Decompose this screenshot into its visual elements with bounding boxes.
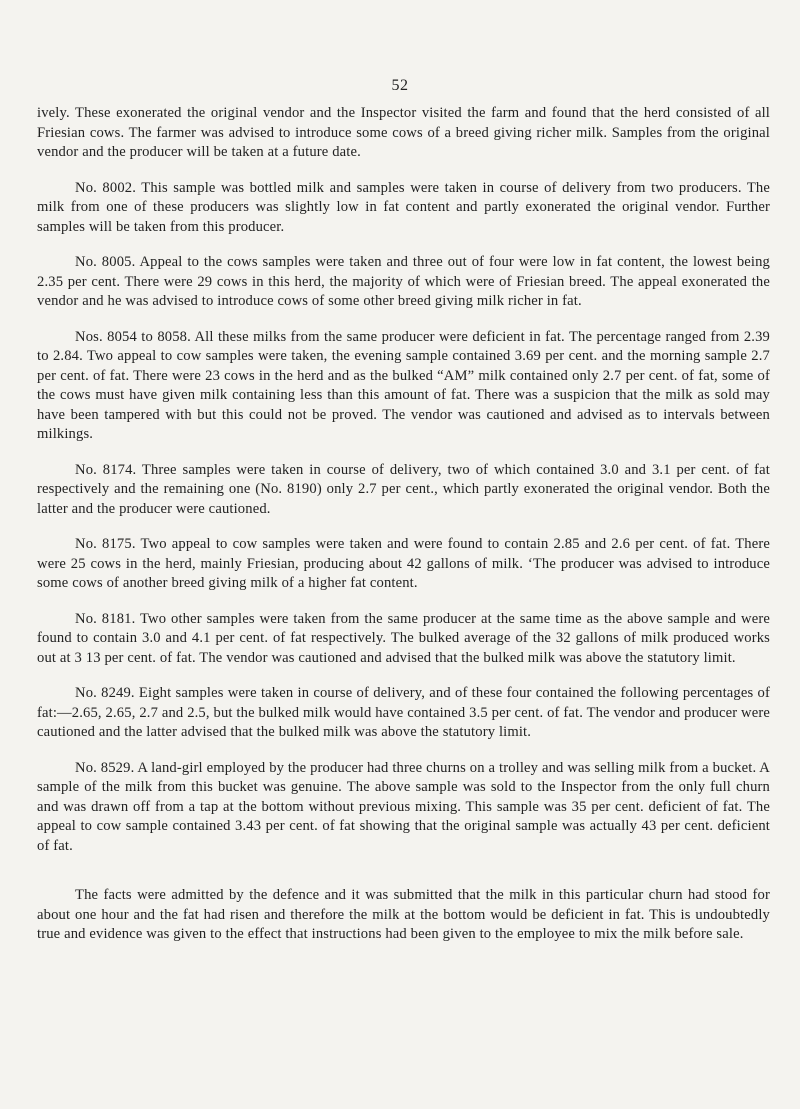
paragraph-no-8529: No. 8529. A land-girl employed by the producer had three churns on a trolley and was selling milk from a bucket. A sample of the milk from this bucket was genuine. The above sample was sold to the Inspector from the only full churn and was drawn off from a tap at the bottom without previous mixing. This sample was 35 per cent. deficient of fat. The appeal to cow sample contained 3.43 per cent. of fat showing that the original sample was actually 43 per cent. deficient of fat.	[37, 759, 770, 854]
page-number: 52	[391, 77, 409, 94]
paragraph-defence-facts: The facts were admitted by the defence and it was submitted that the milk in this particular churn had stood for about one hour and the fat had risen and therefore the milk at the bottom would be deficient in fat. This is undoubtedly true and evidence was given to the effect that instructions had been given to the employee to mix the milk before sale.	[37, 887, 770, 942]
body-text	[37, 104, 770, 961]
paragraph-nos-8054-8058: Nos. 8054 to 8058. All these milks from the same producer were deficient in fat. The percentage ranged from 2.39 to 2.84. Two appeal to cow samples were taken, the evening sample contained 3.69 per cent. and the morning sample 2.7 per cent. of fat. There were 23 cows in the herd and as the bulked “AM” milk contained only 2.7 per cent. of fat, some of the cows must have given milk containing less than this amount of fat. There was a suspicion that the milk as sold may have been tampered with but this could not be proved. The vendor was cautioned and advised as to intervals between milkings.	[37, 328, 770, 442]
paragraph-no-8175: No. 8175. Two appeal to cow samples were taken and were found to contain 2.85 and 2.6 per cent. of fat. There were 25 cows in the herd, mainly Friesian, producing about 42 gallons of milk. ‘The producer was advised to introduce some cows of another breed giving milk of a higher fat content.	[37, 536, 770, 591]
paragraph-no-8249: No. 8249. Eight samples were taken in course of delivery, and of these four contained the following percentages of fat:—2.65, 2.65, 2.7 and 2.5, but the bulked milk would have contained 3.5 per cent. of fat. The vendor and producer were cautioned and the latter advised that the bulked milk was above the statutory limit.	[37, 685, 770, 740]
paragraph-no-8005: No. 8005. Appeal to the cows samples were taken and three out of four were low in fat content, the lowest being 2.35 per cent. There were 29 cows in this herd, the majority of which were of Friesian breed. The appeal exonerated the vendor and he was advised to introduce cows of some other breed giving milk richer in fat.	[37, 254, 770, 309]
paragraph-no-8174: No. 8174. Three samples were taken in course of delivery, two of which contained 3.0 and 3.1 per cent. of fat respectively and the remaining one (No. 8190) only 2.7 per cent., which partly exonerated the original vendor. Both the latter and the producer were cautioned.	[37, 461, 770, 517]
paragraph-continued: ively. These exonerated the original vendor and the Inspector visited the farm and found that the herd consisted of all Friesian cows. The farmer was advised to introduce some cows of a breed giving richer milk. Samples from the original vendor and the producer will be taken at a future date.	[37, 105, 770, 160]
paragraph-no-8002: No. 8002. This sample was bottled milk and samples were taken in course of delivery from two producers. The milk from one of these producers was slightly low in fat content and partly exonerated the original vendor. Further samples will be taken from this producer.	[37, 179, 770, 235]
paragraph-no-8181: No. 8181. Two other samples were taken from the same producer at the same time as the above sample and were found to contain 3.0 and 4.1 per cent. of fat respectively. The bulked average of the 32 gallons of milk produced works out at 3 13 per cent. of fat. The vendor was cautioned and advised that the bulked milk was above the statutory limit.	[37, 610, 770, 666]
